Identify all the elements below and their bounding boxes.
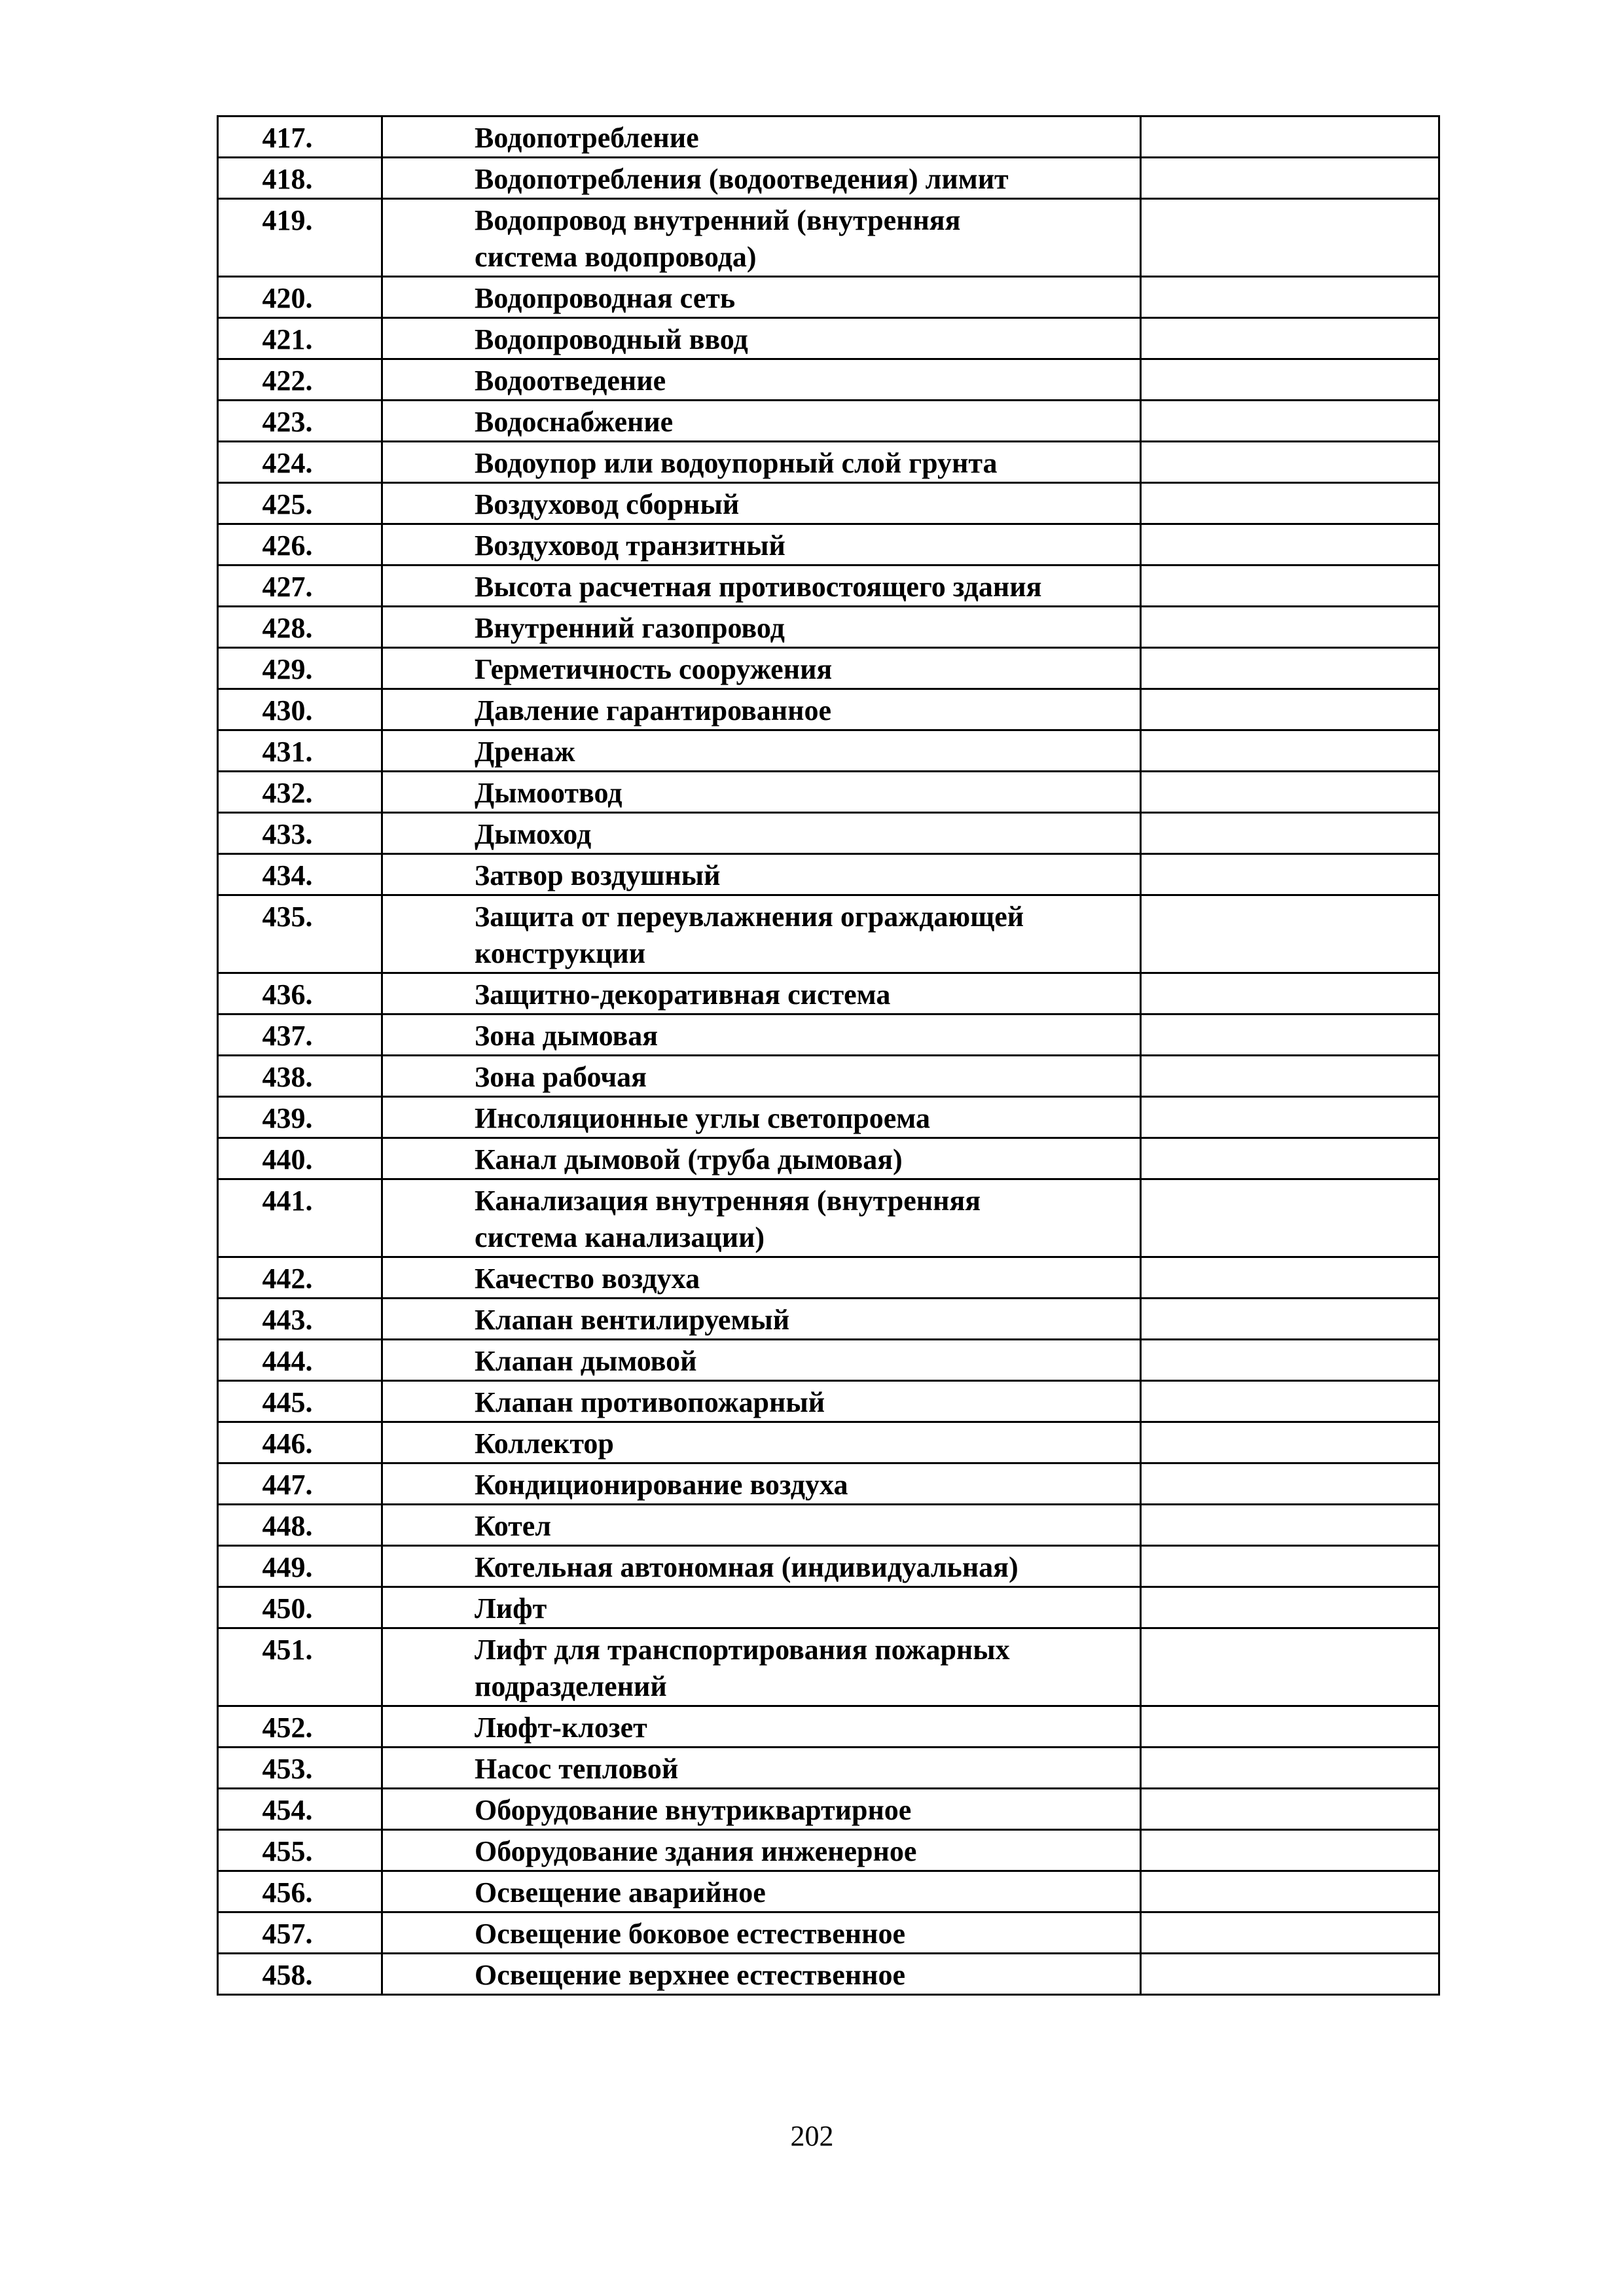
row-number: 428.	[218, 607, 382, 648]
row-number: 444.	[218, 1340, 382, 1381]
term-cell: Водопотребления (водоотведения) лимит	[382, 158, 1141, 199]
table-row	[218, 1748, 1439, 1789]
row-number: 455.	[218, 1830, 382, 1871]
term-cell: Оборудование здания инженерное	[382, 1830, 1141, 1871]
term-cell: Клапан дымовой	[382, 1340, 1141, 1381]
row-number: 445.	[218, 1381, 382, 1422]
term-cell: Высота расчетная противостоящего здания	[382, 565, 1141, 607]
empty-cell	[1141, 607, 1439, 648]
row-number: 456.	[218, 1871, 382, 1912]
table-row	[218, 1871, 1439, 1912]
empty-cell	[1141, 1505, 1439, 1546]
empty-cell	[1141, 1257, 1439, 1299]
empty-cell	[1141, 689, 1439, 730]
row-number: 432.	[218, 772, 382, 813]
row-number: 452.	[218, 1706, 382, 1748]
row-number: 457.	[218, 1912, 382, 1954]
table-row	[218, 359, 1439, 401]
empty-cell	[1141, 1871, 1439, 1912]
empty-cell	[1141, 772, 1439, 813]
term-cell: Зона дымовая	[382, 1014, 1141, 1056]
empty-cell	[1141, 1014, 1439, 1056]
term-cell: Канализация внутренняя (внутренняя система канализации)	[382, 1179, 1141, 1257]
row-number: 447.	[218, 1463, 382, 1505]
row-number: 421.	[218, 318, 382, 359]
row-number: 418.	[218, 158, 382, 199]
empty-cell	[1141, 1179, 1439, 1257]
empty-cell	[1141, 565, 1439, 607]
table-row	[218, 1628, 1439, 1706]
term-cell: Воздуховод сборный	[382, 483, 1141, 524]
term-cell: Водоотведение	[382, 359, 1141, 401]
empty-cell	[1141, 1546, 1439, 1587]
empty-cell	[1141, 973, 1439, 1014]
table-row	[218, 772, 1439, 813]
row-number: 446.	[218, 1422, 382, 1463]
row-number: 458.	[218, 1954, 382, 1995]
term-cell: Освещение верхнее естественное	[382, 1954, 1141, 1995]
table-row	[218, 854, 1439, 895]
table-row	[218, 730, 1439, 772]
table-row	[218, 1706, 1439, 1748]
row-number: 454.	[218, 1789, 382, 1830]
term-cell: Лифт для транспортирования пожарных подразделений	[382, 1628, 1141, 1706]
table-row	[218, 199, 1439, 277]
table-row	[218, 648, 1439, 689]
empty-cell	[1141, 158, 1439, 199]
term-cell: Освещение боковое естественное	[382, 1912, 1141, 1954]
term-cell: Водопотребление	[382, 117, 1141, 158]
term-cell: Насос тепловой	[382, 1748, 1141, 1789]
row-number: 420.	[218, 277, 382, 318]
table-row	[218, 1587, 1439, 1628]
table-row	[218, 1422, 1439, 1463]
empty-cell	[1141, 895, 1439, 973]
table-row	[218, 1505, 1439, 1546]
term-cell: Зона рабочая	[382, 1056, 1141, 1097]
table-row	[218, 158, 1439, 199]
term-cell: Водопроводная сеть	[382, 277, 1141, 318]
term-cell: Защита от переувлажнения ограждающей конструкции	[382, 895, 1141, 973]
row-number: 438.	[218, 1056, 382, 1097]
table-row	[218, 318, 1439, 359]
row-number: 433.	[218, 813, 382, 854]
empty-cell	[1141, 813, 1439, 854]
empty-cell	[1141, 1097, 1439, 1138]
empty-cell	[1141, 199, 1439, 277]
row-number: 430.	[218, 689, 382, 730]
term-cell: Защитно-декоративная система	[382, 973, 1141, 1014]
empty-cell	[1141, 401, 1439, 442]
empty-cell	[1141, 1748, 1439, 1789]
row-number: 419.	[218, 199, 382, 277]
term-cell: Качество воздуха	[382, 1257, 1141, 1299]
row-number: 440.	[218, 1138, 382, 1179]
table-row	[218, 1789, 1439, 1830]
term-cell: Затвор воздушный	[382, 854, 1141, 895]
table-row	[218, 1954, 1439, 1995]
term-cell: Котельная автономная (индивидуальная)	[382, 1546, 1141, 1587]
empty-cell	[1141, 483, 1439, 524]
row-number: 424.	[218, 442, 382, 483]
empty-cell	[1141, 1138, 1439, 1179]
table-row	[218, 813, 1439, 854]
empty-cell	[1141, 1056, 1439, 1097]
empty-cell	[1141, 1587, 1439, 1628]
table-row	[218, 1912, 1439, 1954]
table-row	[218, 1138, 1439, 1179]
term-cell: Давление гарантированное	[382, 689, 1141, 730]
empty-cell	[1141, 117, 1439, 158]
table-row	[218, 1830, 1439, 1871]
empty-cell	[1141, 1340, 1439, 1381]
table-row	[218, 895, 1439, 973]
empty-cell	[1141, 524, 1439, 565]
table-row	[218, 1546, 1439, 1587]
term-cell: Дымоотвод	[382, 772, 1141, 813]
empty-cell	[1141, 1706, 1439, 1748]
row-number: 442.	[218, 1257, 382, 1299]
term-cell: Водопровод внутренний (внутренняя система водопровода)	[382, 199, 1141, 277]
term-cell: Дренаж	[382, 730, 1141, 772]
empty-cell	[1141, 1299, 1439, 1340]
empty-cell	[1141, 1789, 1439, 1830]
table-row	[218, 607, 1439, 648]
empty-cell	[1141, 648, 1439, 689]
table-row	[218, 1014, 1439, 1056]
empty-cell	[1141, 1463, 1439, 1505]
empty-cell	[1141, 730, 1439, 772]
empty-cell	[1141, 1954, 1439, 1995]
term-cell: Водопроводный ввод	[382, 318, 1141, 359]
term-cell: Инсоляционные углы светопроема	[382, 1097, 1141, 1138]
empty-cell	[1141, 1628, 1439, 1706]
term-cell: Оборудование внутриквартирное	[382, 1789, 1141, 1830]
table-row	[218, 117, 1439, 158]
term-cell: Освещение аварийное	[382, 1871, 1141, 1912]
terms-table	[217, 115, 1440, 1996]
row-number: 441.	[218, 1179, 382, 1257]
term-cell: Коллектор	[382, 1422, 1141, 1463]
row-number: 425.	[218, 483, 382, 524]
empty-cell	[1141, 1830, 1439, 1871]
row-number: 437.	[218, 1014, 382, 1056]
empty-cell	[1141, 442, 1439, 483]
row-number: 439.	[218, 1097, 382, 1138]
term-cell: Дымоход	[382, 813, 1141, 854]
empty-cell	[1141, 854, 1439, 895]
row-number: 436.	[218, 973, 382, 1014]
terms-table-body	[218, 117, 1439, 1995]
table-row	[218, 1463, 1439, 1505]
row-number: 448.	[218, 1505, 382, 1546]
row-number: 426.	[218, 524, 382, 565]
term-cell: Кондиционирование воздуха	[382, 1463, 1141, 1505]
table-row	[218, 1381, 1439, 1422]
term-cell: Внутренний газопровод	[382, 607, 1141, 648]
row-number: 451.	[218, 1628, 382, 1706]
term-cell: Воздуховод транзитный	[382, 524, 1141, 565]
row-number: 429.	[218, 648, 382, 689]
row-number: 443.	[218, 1299, 382, 1340]
row-number: 431.	[218, 730, 382, 772]
row-number: 423.	[218, 401, 382, 442]
row-number: 434.	[218, 854, 382, 895]
table-row	[218, 401, 1439, 442]
table-row	[218, 524, 1439, 565]
row-number: 453.	[218, 1748, 382, 1789]
table-row	[218, 442, 1439, 483]
term-cell: Клапан вентилируемый	[382, 1299, 1141, 1340]
table-row	[218, 1257, 1439, 1299]
table-row	[218, 1097, 1439, 1138]
row-number: 450.	[218, 1587, 382, 1628]
term-cell: Канал дымовой (труба дымовая)	[382, 1138, 1141, 1179]
empty-cell	[1141, 1422, 1439, 1463]
term-cell: Лифт	[382, 1587, 1141, 1628]
row-number: 435.	[218, 895, 382, 973]
table-row	[218, 689, 1439, 730]
row-number: 422.	[218, 359, 382, 401]
table-row	[218, 277, 1439, 318]
table-row	[218, 565, 1439, 607]
table-row	[218, 973, 1439, 1014]
table-row	[218, 1056, 1439, 1097]
empty-cell	[1141, 277, 1439, 318]
term-cell: Водоупор или водоупорный слой грунта	[382, 442, 1141, 483]
term-cell: Герметичность сооружения	[382, 648, 1141, 689]
table-row	[218, 1299, 1439, 1340]
table-row	[218, 1340, 1439, 1381]
page-number: 202	[790, 2120, 834, 2152]
table-row	[218, 1179, 1439, 1257]
row-number: 417.	[218, 117, 382, 158]
empty-cell	[1141, 1381, 1439, 1422]
term-cell: Клапан противопожарный	[382, 1381, 1141, 1422]
term-cell: Люфт-клозет	[382, 1706, 1141, 1748]
row-number: 427.	[218, 565, 382, 607]
empty-cell	[1141, 318, 1439, 359]
term-cell: Водоснабжение	[382, 401, 1141, 442]
empty-cell	[1141, 359, 1439, 401]
empty-cell	[1141, 1912, 1439, 1954]
row-number: 449.	[218, 1546, 382, 1587]
term-cell: Котел	[382, 1505, 1141, 1546]
table-row	[218, 483, 1439, 524]
